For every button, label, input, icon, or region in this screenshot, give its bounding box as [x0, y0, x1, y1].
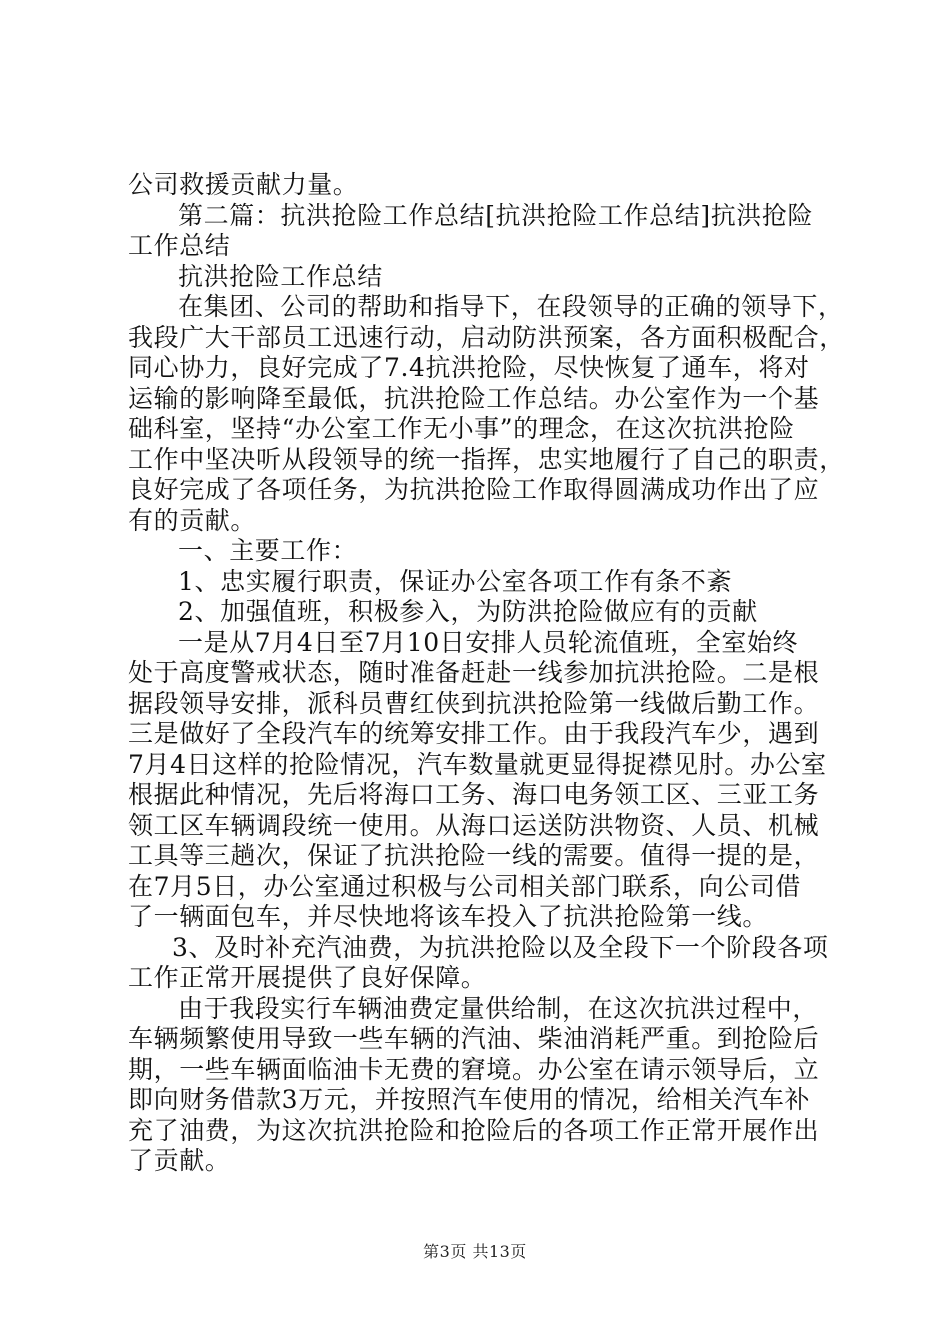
list-item: 3、及时补充汽油费，为抗洪抢险以及全段下一个阶段各项 [172, 932, 829, 962]
text-line: 即向财务借款3万元，并按照汽车使用的情况，给相关汽车补 [128, 1085, 811, 1114]
text-line: 良好完成了各项任务，为抗洪抢险工作取得圆满成功作出了应 [128, 475, 820, 504]
text-line: 7月4日这样的抢险情况，汽车数量就更显得捉襟见肘。办公室 [128, 749, 827, 779]
text-line: 期，一些车辆面临油卡无费的窘境。办公室在请示领导后，立 [128, 1054, 820, 1084]
text-line: 车辆频繁使用导致一些车辆的汽油、柴油消耗严重。到抢险后 [128, 1024, 820, 1053]
list-item: 2、加强值班，积极参入，为防洪抢险做应有的贡献 [178, 597, 758, 626]
text-line: 在7月5日，办公室通过积极与公司相关部门联系，向公司借 [128, 871, 802, 901]
text-line: 了贡献。 [128, 1146, 231, 1175]
article-title: 抗洪抢险工作总结 [178, 261, 383, 291]
text-line: 领工区车辆调段统一使用。从海口运送防洪物资、人员、机械 [128, 810, 820, 840]
text-line: 工具等三趟次，保证了抗洪抢险一线的需要。值得一提的是， [128, 841, 820, 870]
text-line: 同心协力，良好完成了7.4抗洪抢险，尽快恢复了通车，将对 [128, 353, 810, 382]
text-line: 了一辆面包车，并尽快地将该车投入了抗洪抢险第一线。 [128, 902, 769, 931]
text-line: 有的贡献。 [128, 505, 257, 535]
text-line: 公司救援贡献力量。 [128, 170, 359, 199]
page-footer [0, 1242, 950, 1262]
text-line: 处于高度警戒状态，随时准备赶赴一线参加抗洪抢险。二是根 [128, 658, 820, 687]
document-body [128, 170, 845, 1177]
text-line: 一是从7月4日至7月10日安排人员轮流值班，全室始终 [178, 627, 799, 657]
text-line: 工作正常开展提供了良好保障。 [128, 963, 487, 992]
text-line: 根据此种情况，先后将海口工务、海口电务领工区、三亚工务 [128, 780, 820, 809]
list-heading: 一、主要工作： [178, 536, 358, 565]
text-line: 工作中坚决听从段领导的统一指挥，忠实地履行了自己的职责， [128, 444, 845, 474]
text-line: 三是做好了全段汽车的统筹安排工作。由于我段汽车少，遇到 [128, 719, 820, 748]
text-line: 据段领导安排，派科员曹红侠到抗洪抢险第一线做后勤工作。 [128, 688, 820, 718]
list-item: 1、忠实履行职责，保证办公室各项工作有条不紊 [178, 566, 733, 596]
text-line: 由于我段实行车辆油费定量供给制，在这次抗洪过程中， [178, 993, 819, 1023]
text-line: 充了油费，为这次抗洪抢险和抢险后的各项工作正常开展作出 [128, 1115, 820, 1145]
text-line: 础科室，坚持“办公室工作无小事”的理念，在这次抗洪抢险 [128, 414, 795, 443]
page-number-label: 第3页 共13页 [423, 1242, 527, 1261]
text-line: 在集团、公司的帮助和指导下，在段领导的正确的领导下， [178, 292, 844, 321]
section-heading-continuation: 工作总结 [128, 231, 231, 260]
section-heading-line: 第二篇：抗洪抢险工作总结[抗洪抢险工作总结]抗洪抢险 [178, 200, 814, 230]
text-line: 运输的影响降至最低，抗洪抢险工作总结。办公室作为一个基 [128, 383, 820, 413]
text-line: 我段广大干部员工迅速行动，启动防洪预案，各方面积极配合， [128, 322, 845, 352]
